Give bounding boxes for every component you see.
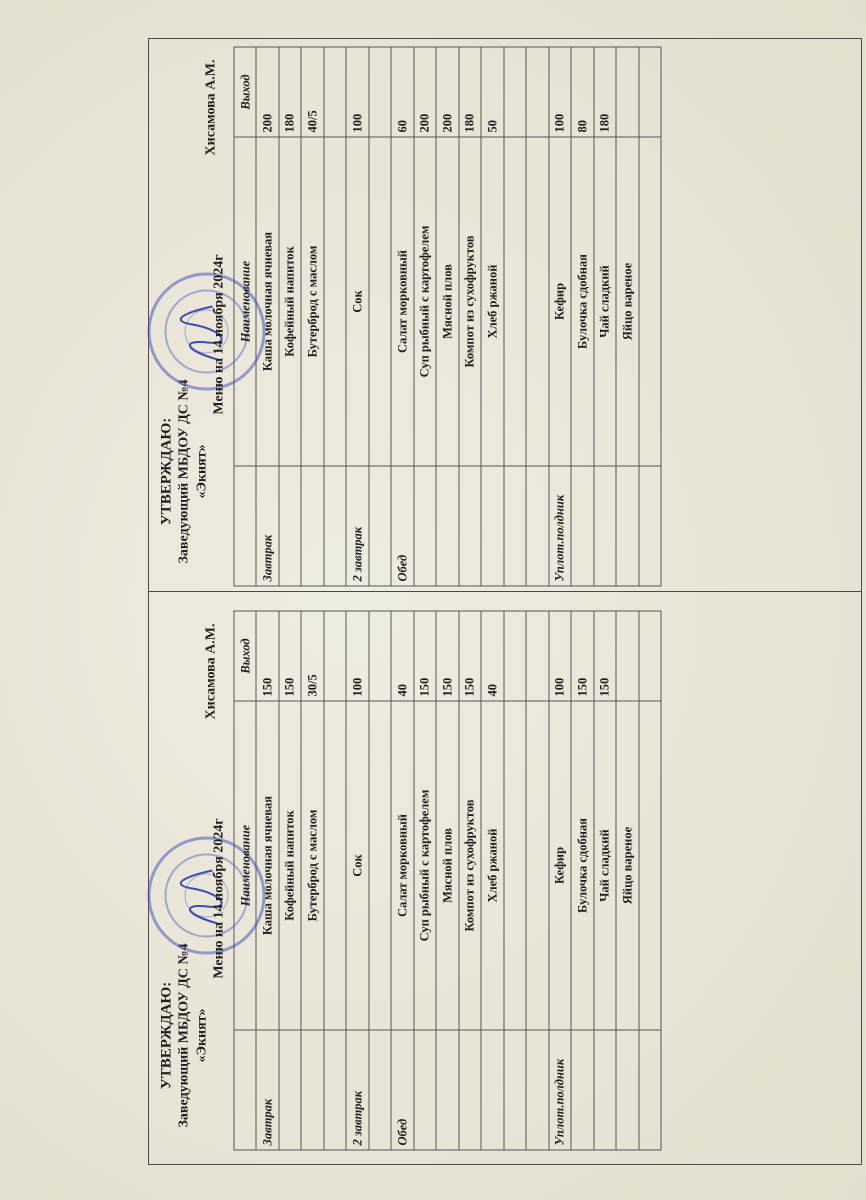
amount-cell: 180 <box>594 47 617 137</box>
meal-cell: Завтрак <box>256 466 279 586</box>
dish-cell: Мясной плов <box>436 701 459 1030</box>
meal-cell <box>616 1030 639 1150</box>
dish-cell: Сок <box>346 701 369 1030</box>
table-row <box>594 611 617 1150</box>
amount-cell <box>369 611 392 701</box>
meal-cell: Обед <box>391 466 414 586</box>
meal-cell <box>369 466 392 586</box>
table-row <box>414 47 437 586</box>
table-row <box>346 611 369 1150</box>
approval-block <box>158 931 212 1141</box>
amount-cell: 40 <box>391 611 414 701</box>
dish-cell: Бутерброд с маслом <box>301 137 324 466</box>
table-row <box>279 611 302 1150</box>
meal-cell <box>639 1030 662 1150</box>
dish-cell <box>639 137 662 466</box>
amount-cell <box>324 611 347 701</box>
meal-cell <box>504 1030 527 1150</box>
amount-cell: 50 <box>481 47 504 137</box>
table-header-row <box>234 47 256 586</box>
table-row <box>369 611 392 1150</box>
dish-cell: Сок <box>346 137 369 466</box>
meal-column-header <box>234 1030 256 1150</box>
meal-cell: 2 завтрак <box>346 1030 369 1150</box>
dish-cell <box>324 137 347 466</box>
dish-cell: Кофейный напиток <box>279 701 302 1030</box>
table-row <box>436 47 459 586</box>
dish-cell: Компот из сухофруктов <box>459 137 482 466</box>
dish-cell: Хлеб ржаной <box>481 701 504 1030</box>
menu-date: Меню на 14 ноября 2024г <box>211 254 227 415</box>
table-row <box>481 611 504 1150</box>
output-column-header: Выход <box>234 47 256 137</box>
amount-cell: 150 <box>279 611 302 701</box>
menu-page-2 <box>148 38 862 591</box>
approve-label: УТВЕРЖДАЮ: <box>158 981 175 1090</box>
dish-cell: Салат морковный <box>391 701 414 1030</box>
amount-cell <box>639 47 662 137</box>
table-row <box>391 47 414 586</box>
menu-table <box>234 611 662 1151</box>
amount-cell <box>526 47 549 137</box>
dish-cell: Компот из сухофруктов <box>459 701 482 1030</box>
amount-cell: 150 <box>594 611 617 701</box>
name-column-header: Наименование <box>234 701 256 1030</box>
meal-cell <box>414 1030 437 1150</box>
amount-cell: 150 <box>571 611 594 701</box>
table-row <box>459 47 482 586</box>
meal-cell <box>324 1030 347 1150</box>
meal-cell <box>414 466 437 586</box>
menu-date: Меню на 14 ноября 2024г <box>211 818 227 979</box>
amount-cell: 80 <box>571 47 594 137</box>
meal-cell <box>301 466 324 586</box>
dish-cell: Чай сладкий <box>594 701 617 1030</box>
meal-cell: 2 завтрак <box>346 466 369 586</box>
dish-cell: Кефир <box>549 137 572 466</box>
output-column-header: Выход <box>234 611 256 701</box>
page-divider <box>148 591 862 592</box>
table-row <box>526 611 549 1150</box>
table-row <box>346 47 369 586</box>
approve-label: УТВЕРЖДАЮ: <box>158 417 175 526</box>
head-line: Заведующий МБДОУ ДС №4 <box>176 943 192 1128</box>
table-row <box>256 47 279 586</box>
amount-cell: 150 <box>256 611 279 701</box>
table-row <box>549 611 572 1150</box>
dish-cell <box>324 701 347 1030</box>
meal-cell <box>594 466 617 586</box>
dish-cell: Яйцо вареное <box>616 137 639 466</box>
table-row <box>324 47 347 586</box>
amount-cell: 200 <box>436 47 459 137</box>
amount-cell: 30/5 <box>301 611 324 701</box>
dish-cell <box>504 137 527 466</box>
table-row <box>459 611 482 1150</box>
dish-cell <box>369 137 392 466</box>
table-row <box>256 611 279 1150</box>
amount-cell <box>504 47 527 137</box>
table-row <box>391 611 414 1150</box>
signer-name: Хисамова А.М. <box>203 623 219 720</box>
table-header-row <box>234 611 256 1150</box>
menu-page-1 <box>148 602 862 1155</box>
head-line: Заведующий МБДОУ ДС №4 <box>176 379 192 564</box>
meal-cell <box>526 466 549 586</box>
meal-cell <box>481 1030 504 1150</box>
table-row <box>481 47 504 586</box>
amount-cell: 180 <box>459 47 482 137</box>
amount-cell: 100 <box>549 611 572 701</box>
table-row <box>571 611 594 1150</box>
amount-cell <box>616 611 639 701</box>
amount-cell: 150 <box>414 611 437 701</box>
meal-cell <box>616 466 639 586</box>
table-row <box>414 611 437 1150</box>
meal-cell <box>459 466 482 586</box>
amount-cell <box>616 47 639 137</box>
amount-cell: 150 <box>459 611 482 701</box>
meal-cell <box>594 1030 617 1150</box>
dish-cell: Булочка сдобная <box>571 701 594 1030</box>
dish-cell: Суп рыбный с картофелем <box>414 701 437 1030</box>
meal-cell <box>481 466 504 586</box>
table-row <box>301 47 324 586</box>
table-row <box>279 47 302 586</box>
meal-cell <box>639 466 662 586</box>
dish-cell <box>369 701 392 1030</box>
amount-cell: 200 <box>414 47 437 137</box>
table-row <box>616 611 639 1150</box>
org-name: «Экият» <box>194 444 210 499</box>
signer-name: Хисамова А.М. <box>203 59 219 156</box>
table-row <box>594 47 617 586</box>
meal-cell: Уплот.полдник <box>549 466 572 586</box>
table-row <box>549 47 572 586</box>
amount-cell: 150 <box>436 611 459 701</box>
table-row <box>571 47 594 586</box>
meal-cell <box>459 1030 482 1150</box>
dish-cell: Суп рыбный с картофелем <box>414 137 437 466</box>
meal-cell <box>324 466 347 586</box>
amount-cell: 100 <box>346 611 369 701</box>
table-row <box>504 47 527 586</box>
dish-cell: Хлеб ржаной <box>481 137 504 466</box>
table-row <box>526 47 549 586</box>
amount-cell <box>324 47 347 137</box>
meal-column-header <box>234 466 256 586</box>
table-row <box>324 611 347 1150</box>
meal-cell <box>504 466 527 586</box>
dish-cell <box>639 701 662 1030</box>
meal-cell <box>436 466 459 586</box>
dish-cell: Яйцо вареное <box>616 701 639 1030</box>
amount-cell: 100 <box>549 47 572 137</box>
dish-cell: Мясной плов <box>436 137 459 466</box>
dish-cell: Каша молочная ячневая <box>256 137 279 466</box>
meal-cell <box>526 1030 549 1150</box>
amount-cell: 60 <box>391 47 414 137</box>
dish-cell <box>526 701 549 1030</box>
amount-cell <box>504 611 527 701</box>
meal-cell: Уплот.полдник <box>549 1030 572 1150</box>
table-row <box>616 47 639 586</box>
amount-cell <box>369 47 392 137</box>
amount-cell <box>526 611 549 701</box>
meal-cell <box>279 1030 302 1150</box>
amount-cell: 100 <box>346 47 369 137</box>
dish-cell: Кефир <box>549 701 572 1030</box>
name-column-header: Наименование <box>234 137 256 466</box>
amount-cell: 200 <box>256 47 279 137</box>
table-row <box>639 611 662 1150</box>
amount-cell: 40 <box>481 611 504 701</box>
meal-cell: Обед <box>391 1030 414 1150</box>
dish-cell: Бутерброд с маслом <box>301 701 324 1030</box>
table-row <box>301 611 324 1150</box>
dish-cell <box>526 137 549 466</box>
table-row <box>504 611 527 1150</box>
meal-cell <box>301 1030 324 1150</box>
meal-cell <box>279 466 302 586</box>
meal-cell <box>571 1030 594 1150</box>
table-row <box>436 611 459 1150</box>
dish-cell <box>504 701 527 1030</box>
meal-cell: Завтрак <box>256 1030 279 1150</box>
amount-cell <box>639 611 662 701</box>
dish-cell: Каша молочная ячневая <box>256 701 279 1030</box>
dish-cell: Чай сладкий <box>594 137 617 466</box>
approval-block <box>158 367 212 577</box>
dish-cell: Кофейный напиток <box>279 137 302 466</box>
amount-cell: 40/5 <box>301 47 324 137</box>
meal-cell <box>369 1030 392 1150</box>
table-row <box>639 47 662 586</box>
amount-cell: 180 <box>279 47 302 137</box>
org-name: «Экият» <box>194 1008 210 1063</box>
dish-cell: Салат морковный <box>391 137 414 466</box>
menu-table <box>234 47 662 587</box>
dish-cell: Булочка сдобная <box>571 137 594 466</box>
meal-cell <box>571 466 594 586</box>
meal-cell <box>436 1030 459 1150</box>
table-row <box>369 47 392 586</box>
